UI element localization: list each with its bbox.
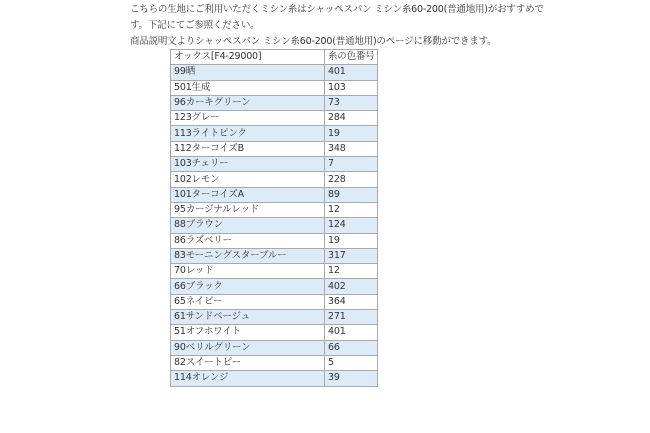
- thread-number-cell: 12: [325, 264, 378, 279]
- table-row: [171, 157, 378, 172]
- table-row: [171, 294, 378, 309]
- fabric-color-cell: 86ラズベリー: [171, 233, 325, 248]
- table-row: [171, 65, 378, 80]
- table-row: [171, 233, 378, 248]
- table-row: [171, 80, 378, 95]
- fabric-color-cell: 123グレー: [171, 111, 325, 126]
- thread-number-cell: 401: [325, 65, 378, 80]
- thread-number-cell: 284: [325, 111, 378, 126]
- intro-line-2: す。下記にてご参照ください。: [130, 20, 260, 31]
- fabric-color-cell: 83モーニングスターブルー: [171, 248, 325, 263]
- fabric-color-cell: 501生成: [171, 80, 325, 95]
- fabric-color-cell: 114オレンジ: [171, 371, 325, 386]
- fabric-color-cell: 103チェリー: [171, 157, 325, 172]
- fabric-color-cell: 65ネイビー: [171, 294, 325, 309]
- fabric-color-cell: 96カーキグリーン: [171, 95, 325, 110]
- fabric-color-cell: 70レッド: [171, 264, 325, 279]
- intro-line-3: 商品説明文よりシャッペスパン ミシン糸60-200(普通地用)のページに移動ができます。: [130, 36, 497, 47]
- fabric-color-cell: 95カージナルレッド: [171, 202, 325, 217]
- table-row: [171, 371, 378, 386]
- header-thread-number: 糸の色番号: [325, 50, 378, 65]
- fabric-color-cell: 112ターコイズB: [171, 141, 325, 156]
- table-row: [171, 218, 378, 233]
- fabric-color-cell: 61サンドベージュ: [171, 310, 325, 325]
- thread-number-cell: 317: [325, 248, 378, 263]
- table-row: [171, 95, 378, 110]
- table-row: [171, 202, 378, 217]
- thread-number-cell: 66: [325, 340, 378, 355]
- intro-line-1: こちらの生地にご利用いただくミシン糸はシャッペスパン ミシン糸60-200(普通地用)がおすすめで: [130, 4, 544, 15]
- thread-number-cell: 348: [325, 141, 378, 156]
- fabric-color-cell: 82スイートピー: [171, 355, 325, 370]
- table-header-row: [171, 50, 378, 65]
- thread-number-cell: 7: [325, 157, 378, 172]
- thread-color-table-body: [171, 50, 378, 387]
- fabric-color-cell: 51オフホワイト: [171, 325, 325, 340]
- table-row: [171, 310, 378, 325]
- thread-number-cell: 19: [325, 233, 378, 248]
- table-row: [171, 111, 378, 126]
- thread-number-cell: 73: [325, 95, 378, 110]
- header-fabric-color: オックス[F4-29000]: [171, 50, 325, 65]
- thread-number-cell: 271: [325, 310, 378, 325]
- intro-text: [130, 2, 570, 50]
- thread-number-cell: 364: [325, 294, 378, 309]
- table-row: [171, 279, 378, 294]
- thread-number-cell: 19: [325, 126, 378, 141]
- fabric-color-cell: 102レモン: [171, 172, 325, 187]
- table-row: [171, 187, 378, 202]
- fabric-color-cell: 99晒: [171, 65, 325, 80]
- table-row: [171, 126, 378, 141]
- thread-number-cell: 39: [325, 371, 378, 386]
- thread-number-cell: 228: [325, 172, 378, 187]
- fabric-color-cell: 113ライトピンク: [171, 126, 325, 141]
- thread-number-cell: 402: [325, 279, 378, 294]
- table-row: [171, 355, 378, 370]
- table-row: [171, 141, 378, 156]
- thread-number-cell: 103: [325, 80, 378, 95]
- table-row: [171, 264, 378, 279]
- table-row: [171, 172, 378, 187]
- thread-number-cell: 124: [325, 218, 378, 233]
- thread-number-cell: 89: [325, 187, 378, 202]
- fabric-color-cell: 66ブラック: [171, 279, 325, 294]
- table-row: [171, 340, 378, 355]
- fabric-color-cell: 101ターコイズA: [171, 187, 325, 202]
- table-row: [171, 325, 378, 340]
- thread-number-cell: 5: [325, 355, 378, 370]
- thread-color-table: [170, 49, 378, 387]
- thread-number-cell: 12: [325, 202, 378, 217]
- thread-number-cell: 401: [325, 325, 378, 340]
- fabric-color-cell: 90ベリルグリーン: [171, 340, 325, 355]
- table-row: [171, 248, 378, 263]
- fabric-color-cell: 88ブラウン: [171, 218, 325, 233]
